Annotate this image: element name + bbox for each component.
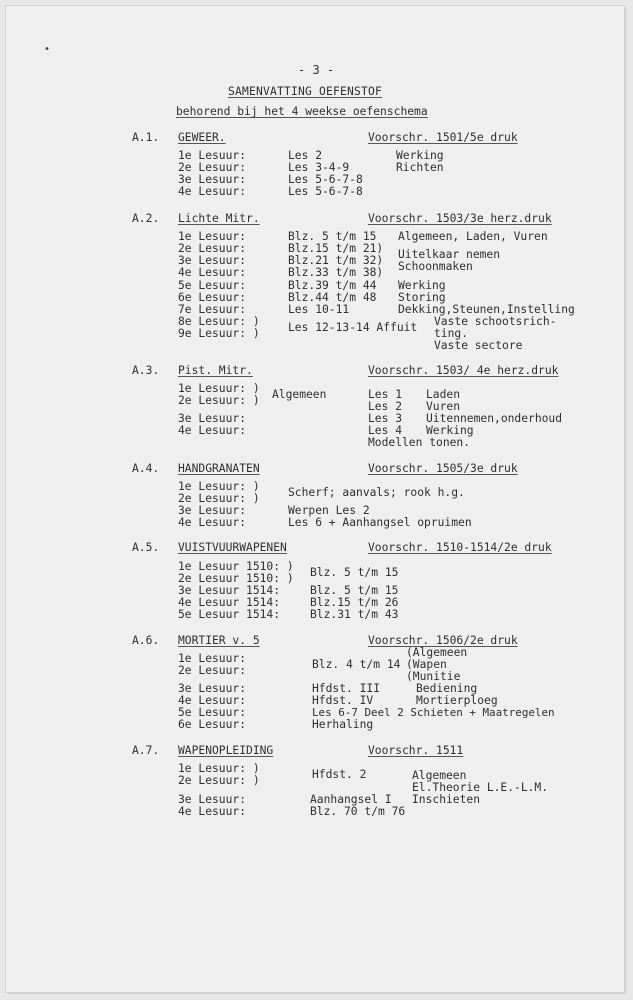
- lesson-source: Blz. 70 t/m 76: [310, 805, 406, 818]
- lesson-source: Aanhangsel I: [310, 793, 392, 806]
- lesson-source: Herhaling: [312, 718, 374, 731]
- lesson-hour: 3e Lesuur:: [178, 254, 247, 267]
- lesson-source: Les 5-6-7-8: [288, 185, 363, 198]
- lesson-topic: (Wapen: [406, 658, 447, 671]
- document-subtitle: behorend bij het 4 weekse oefenschema: [176, 105, 428, 118]
- lesson-source: Les 10-11: [288, 303, 350, 316]
- lesson-hour: 2e Lesuur: ): [178, 492, 260, 505]
- lesson-hour: 2e Lesuur: ): [178, 774, 260, 787]
- group-label: Algemeen: [272, 388, 327, 401]
- lesson-topic: Vuren: [426, 400, 461, 413]
- lesson-hour: 1e Lesuur:: [178, 230, 247, 243]
- lesson-source: Hfdst. 2: [312, 768, 367, 781]
- lesson-hour: 3e Lesuur:: [178, 504, 247, 517]
- lesson-hour: 3e Lesuur 1514:: [178, 584, 281, 597]
- lesson-hour: 2e Lesuur:: [178, 161, 247, 174]
- lesson-hour: 4e Lesuur:: [178, 185, 247, 198]
- lesson-source: Les 1: [368, 388, 403, 401]
- lesson-source: Blz.44 t/m 48: [288, 291, 377, 304]
- lesson-source: Blz. 5 t/m 15: [288, 230, 377, 243]
- lesson-topic: Vaste schootsrich-: [434, 315, 557, 328]
- section-name: HANDGRANATEN: [178, 462, 260, 475]
- section-name: Lichte Mitr.: [178, 212, 260, 225]
- lesson-source: Les 2: [288, 149, 323, 162]
- lesson-topic: Bediening: [416, 682, 478, 695]
- lesson-source: Hfdst. III: [312, 682, 381, 695]
- section-name: Pist. Mitr.: [178, 364, 253, 377]
- section-code: A.3.: [132, 364, 160, 377]
- lesson-topic: Werking: [398, 279, 446, 292]
- lesson-hour: 4e Lesuur:: [178, 424, 247, 437]
- lesson-hour: 2e Lesuur:: [178, 664, 247, 677]
- lesson-topic: Schoonmaken: [398, 260, 473, 273]
- lesson-hour: 5e Lesuur 1514:: [178, 608, 281, 621]
- lesson-topic: Werking: [426, 424, 474, 437]
- lesson-hour: 4e Lesuur 1514:: [178, 596, 281, 609]
- lesson-topic: Storing: [398, 291, 446, 304]
- section-reference: Voorschr. 1506/2e druk: [368, 634, 518, 647]
- document-page: [6, 6, 624, 992]
- section-reference: Voorschr. 1503/ 4e herz.druk: [368, 364, 559, 377]
- section-reference: Voorschr. 1505/3e druk: [368, 462, 518, 475]
- section-reference: Voorschr. 1511: [368, 744, 464, 757]
- lesson-hour: 1e Lesuur: ): [178, 762, 260, 775]
- lesson-source: Modellen tonen.: [368, 436, 471, 449]
- lesson-topic: Uitelkaar nemen: [398, 248, 501, 261]
- lesson-hour: 7e Lesuur:: [178, 303, 247, 316]
- lesson-hour: 3e Lesuur:: [178, 682, 247, 695]
- lesson-hour: 4e Lesuur:: [178, 694, 247, 707]
- lesson-source: Blz. 4 t/m 14: [312, 658, 401, 671]
- lesson-hour: 6e Lesuur:: [178, 718, 247, 731]
- lesson-hour: 4e Lesuur:: [178, 516, 247, 529]
- lesson-topic: El.Theorie L.E.-L.M.: [412, 781, 549, 794]
- section-reference: Voorschr. 1503/3e herz.druk: [368, 212, 552, 225]
- section-code: A.4.: [132, 462, 160, 475]
- lesson-hour: 1e Lesuur: ): [178, 382, 260, 395]
- lesson-hour: 4e Lesuur:: [178, 805, 247, 818]
- lesson-topic: Werking: [396, 149, 444, 162]
- lesson-hour: 2e Lesuur 1510: ): [178, 572, 294, 585]
- lesson-hour: 2e Lesuur:: [178, 242, 247, 255]
- section-code: A.5.: [132, 541, 160, 554]
- lesson-source: Scherf; aanvals; rook h.g.: [288, 486, 465, 499]
- lesson-source: Blz.21 t/m 32): [288, 254, 384, 267]
- lesson-topic: (Algemeen: [406, 646, 468, 659]
- lesson-source: Les 12-13-14 Affuit: [288, 321, 418, 334]
- lesson-source: Blz. 5 t/m 15: [310, 566, 399, 579]
- lesson-topic: Mortierploeg: [416, 694, 498, 707]
- lesson-topic: Inschieten: [412, 793, 481, 806]
- lesson-topic: Algemeen, Laden, Vuren: [398, 230, 548, 243]
- lesson-source: Blz.39 t/m 44: [288, 279, 377, 292]
- punch-mark: •: [44, 44, 51, 55]
- section-name: WAPENOPLEIDING: [178, 744, 274, 757]
- section-code: A.6.: [132, 634, 160, 647]
- lesson-hour: 8e Lesuur: ): [178, 315, 260, 328]
- lesson-topic: Richten: [396, 161, 444, 174]
- lesson-hour: 1e Lesuur 1510: ): [178, 560, 294, 573]
- lesson-source: Blz.15 t/m 21): [288, 242, 384, 255]
- section-reference: Voorschr. 1510-1514/2e druk: [368, 541, 552, 554]
- lesson-source: Les 5-6-7-8: [288, 173, 363, 186]
- lesson-topic: Dekking,Steunen,Instelling: [398, 303, 575, 316]
- lesson-hour: 6e Lesuur:: [178, 291, 247, 304]
- lesson-hour: 1e Lesuur:: [178, 149, 247, 162]
- lesson-source: Werpen Les 2: [288, 504, 370, 517]
- section-name: VUISTVUURWAPENEN: [178, 541, 287, 554]
- lesson-source: Blz.31 t/m 43: [310, 608, 399, 621]
- section-name: MORTIER v. 5: [178, 634, 260, 647]
- lesson-source: Les 3: [368, 412, 403, 425]
- lesson-source: Blz. 5 t/m 15: [310, 584, 399, 597]
- lesson-hour: 4e Lesuur:: [178, 266, 247, 279]
- lesson-hour: 5e Lesuur:: [178, 279, 247, 292]
- lesson-topic: Laden: [426, 388, 461, 401]
- page-number: - 3 -: [298, 63, 335, 77]
- section-code: A.2.: [132, 212, 160, 225]
- section-reference: Voorschr. 1501/5e druk: [368, 131, 518, 144]
- section-name: GEWEER.: [178, 131, 226, 144]
- lesson-source: Hfdst. IV: [312, 694, 374, 707]
- lesson-source: Les 3-4-9: [288, 161, 350, 174]
- lesson-hour: 5e Lesuur:: [178, 706, 247, 719]
- lesson-topic: Uitennemen,onderhoud: [426, 412, 563, 425]
- lesson-source: Les 2: [368, 400, 403, 413]
- lesson-topic: Vaste sectore: [434, 339, 523, 352]
- lesson-hour: 2e Lesuur: ): [178, 394, 260, 407]
- lesson-source: Les 4: [368, 424, 403, 437]
- lesson-hour: 9e Lesuur: ): [178, 327, 260, 340]
- lesson-hour: 1e Lesuur:: [178, 652, 247, 665]
- lesson-source: Les 6 + Aanhangsel opruimen: [288, 516, 472, 529]
- lesson-hour: 3e Lesuur:: [178, 173, 247, 186]
- section-code: A.7.: [132, 744, 160, 757]
- lesson-hour: 3e Lesuur:: [178, 412, 247, 425]
- lesson-source: Blz.15 t/m 26: [310, 596, 399, 609]
- lesson-topic: (Munitie: [406, 670, 461, 683]
- lesson-hour: 1e Lesuur: ): [178, 480, 260, 493]
- document-title: SAMENVATTING OEFENSTOF: [228, 85, 383, 98]
- lesson-topic: ting.: [434, 327, 469, 340]
- lesson-source: Les 6-7 Deel 2 Schieten + Maatregelen: [312, 706, 555, 719]
- lesson-topic: Algemeen: [412, 769, 467, 782]
- lesson-source: Blz.33 t/m 38): [288, 266, 384, 279]
- lesson-hour: 3e Lesuur:: [178, 793, 247, 806]
- section-code: A.1.: [132, 131, 160, 144]
